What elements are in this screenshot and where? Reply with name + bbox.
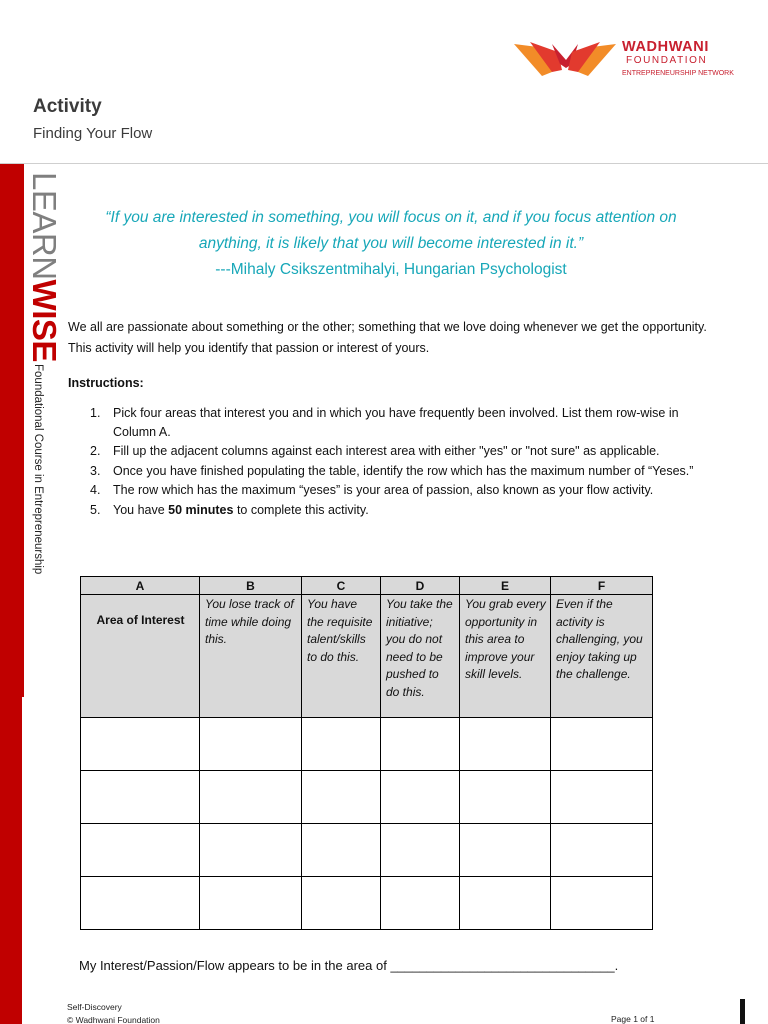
table-cell-input[interactable] [460, 877, 551, 930]
page-subtitle: Finding Your Flow [33, 125, 153, 142]
flow-activity-table [80, 576, 653, 930]
table-cell-input[interactable] [81, 877, 200, 930]
instruction-item [90, 501, 720, 520]
sidebar-accent-bar [0, 164, 24, 697]
learnwise-brand [26, 172, 62, 360]
table-cell-input[interactable] [551, 718, 653, 771]
instruction-text-after: to complete this activity. [233, 502, 369, 517]
column-description: You take the initiative; you do not need to be pushed to do this. [381, 595, 460, 718]
column-description: You lose track of time while doing this. [200, 595, 302, 718]
table-cell-input[interactable] [200, 824, 302, 877]
instruction-text: Fill up the adjacent columns against each interest area with either "yes" or "not sure" as applicable. [113, 444, 660, 458]
table-row [81, 877, 653, 930]
header-divider [0, 163, 768, 164]
table-cell-input[interactable] [302, 718, 381, 771]
table-cell-input[interactable] [200, 877, 302, 930]
table-cell-input[interactable] [302, 877, 381, 930]
instructions-list [90, 404, 720, 520]
column-description-area: Area of Interest [81, 595, 200, 718]
instruction-item [90, 404, 720, 441]
table-cell-input[interactable] [81, 824, 200, 877]
column-letter: D [381, 577, 460, 595]
table-cell-input[interactable] [81, 718, 200, 771]
logo-foundation: FOUNDATION [626, 55, 708, 66]
column-letter: A [81, 577, 200, 595]
instruction-item [90, 442, 720, 461]
wadhwani-w-logo-icon [512, 38, 618, 78]
page-number: Page 1 of 1 [611, 1014, 655, 1024]
page-title: Activity [33, 96, 102, 117]
table-row [81, 824, 653, 877]
column-letter: F [551, 577, 653, 595]
table-cell-input[interactable] [381, 824, 460, 877]
conclusion-line: My Interest/Passion/Flow appears to be in the area of _______________________________. [79, 958, 619, 973]
table-cell-input[interactable] [460, 824, 551, 877]
wadhwani-logo [512, 36, 737, 82]
table-cell-input[interactable] [381, 718, 460, 771]
instruction-text: Once you have finished populating the table, identify the row which has the maximum number of “Yeses.” [113, 463, 694, 478]
instruction-number: 1. [90, 406, 101, 420]
instruction-number: 4. [90, 483, 101, 497]
table-description-row [81, 595, 653, 718]
brand-learn: LEARN [26, 172, 63, 280]
column-description: Even if the activity is challenging, you enjoy taking up the challenge. [551, 595, 653, 718]
table-cell-input[interactable] [200, 771, 302, 824]
table-row [81, 771, 653, 824]
quote-block [74, 205, 708, 283]
footer-section: Self-Discovery [67, 1002, 122, 1012]
instruction-text: Pick four areas that interest you and in which you have frequently been involved. List them row-wise in Column A. [113, 406, 679, 439]
sidebar-accent-bar-lower [0, 697, 22, 1024]
table-cell-input[interactable] [460, 718, 551, 771]
instruction-text-before: You have [113, 502, 169, 517]
column-letter: B [200, 577, 302, 595]
intro-paragraph: We all are passionate about something or the other; something that we love doing whenever we get the opportunity. This activity will help you identify that passion or interest of yours. [68, 320, 707, 355]
footer-marker [740, 999, 745, 1024]
instruction-number: 5. [90, 502, 101, 517]
table-cell-input[interactable] [551, 824, 653, 877]
logo-network: ENTREPRENEURSHIP NETWORK [622, 70, 734, 77]
brand-wise: WISE [26, 279, 63, 362]
logo-name: WADHWANI [622, 39, 709, 55]
instruction-item [90, 481, 720, 500]
column-letter: C [302, 577, 381, 595]
course-label [30, 364, 46, 614]
table-row [81, 718, 653, 771]
table-cell-input[interactable] [81, 771, 200, 824]
table-cell-input[interactable] [460, 771, 551, 824]
table-cell-input[interactable] [302, 824, 381, 877]
table-cell-input[interactable] [200, 718, 302, 771]
column-description: You grab every opportunity in this area to improve your skill levels. [460, 595, 551, 718]
table-cell-input[interactable] [551, 771, 653, 824]
quote-attribution: ---Mihaly Csikszentmihalyi, Hungarian Psychologist [215, 261, 567, 278]
instruction-item [90, 462, 720, 481]
footer-left [67, 1001, 160, 1024]
instructions-heading: Instructions: [68, 376, 144, 390]
quote-text: “If you are interested in something, you will focus on it, and if you focus attention on anything, it is likely that you will become interested in it.” [105, 209, 677, 252]
table-cell-input[interactable] [551, 877, 653, 930]
instruction-number: 2. [90, 444, 101, 458]
table-cell-input[interactable] [381, 877, 460, 930]
table-cell-input[interactable] [302, 771, 381, 824]
footer-copyright: © Wadhwani Foundation [67, 1015, 160, 1024]
course-name: Foundational Course in Entrepreneurship [32, 364, 44, 575]
table-cell-input[interactable] [381, 771, 460, 824]
instruction-number: 3. [90, 463, 101, 478]
table-header-row [81, 577, 653, 595]
column-description: You have the requisite talent/skills to do this. [302, 595, 381, 718]
instruction-time-limit: 50 minutes [168, 502, 234, 517]
instruction-text: The row which has the maximum “yeses” is your area of passion, also known as your flow activity. [113, 483, 654, 497]
column-letter: E [460, 577, 551, 595]
